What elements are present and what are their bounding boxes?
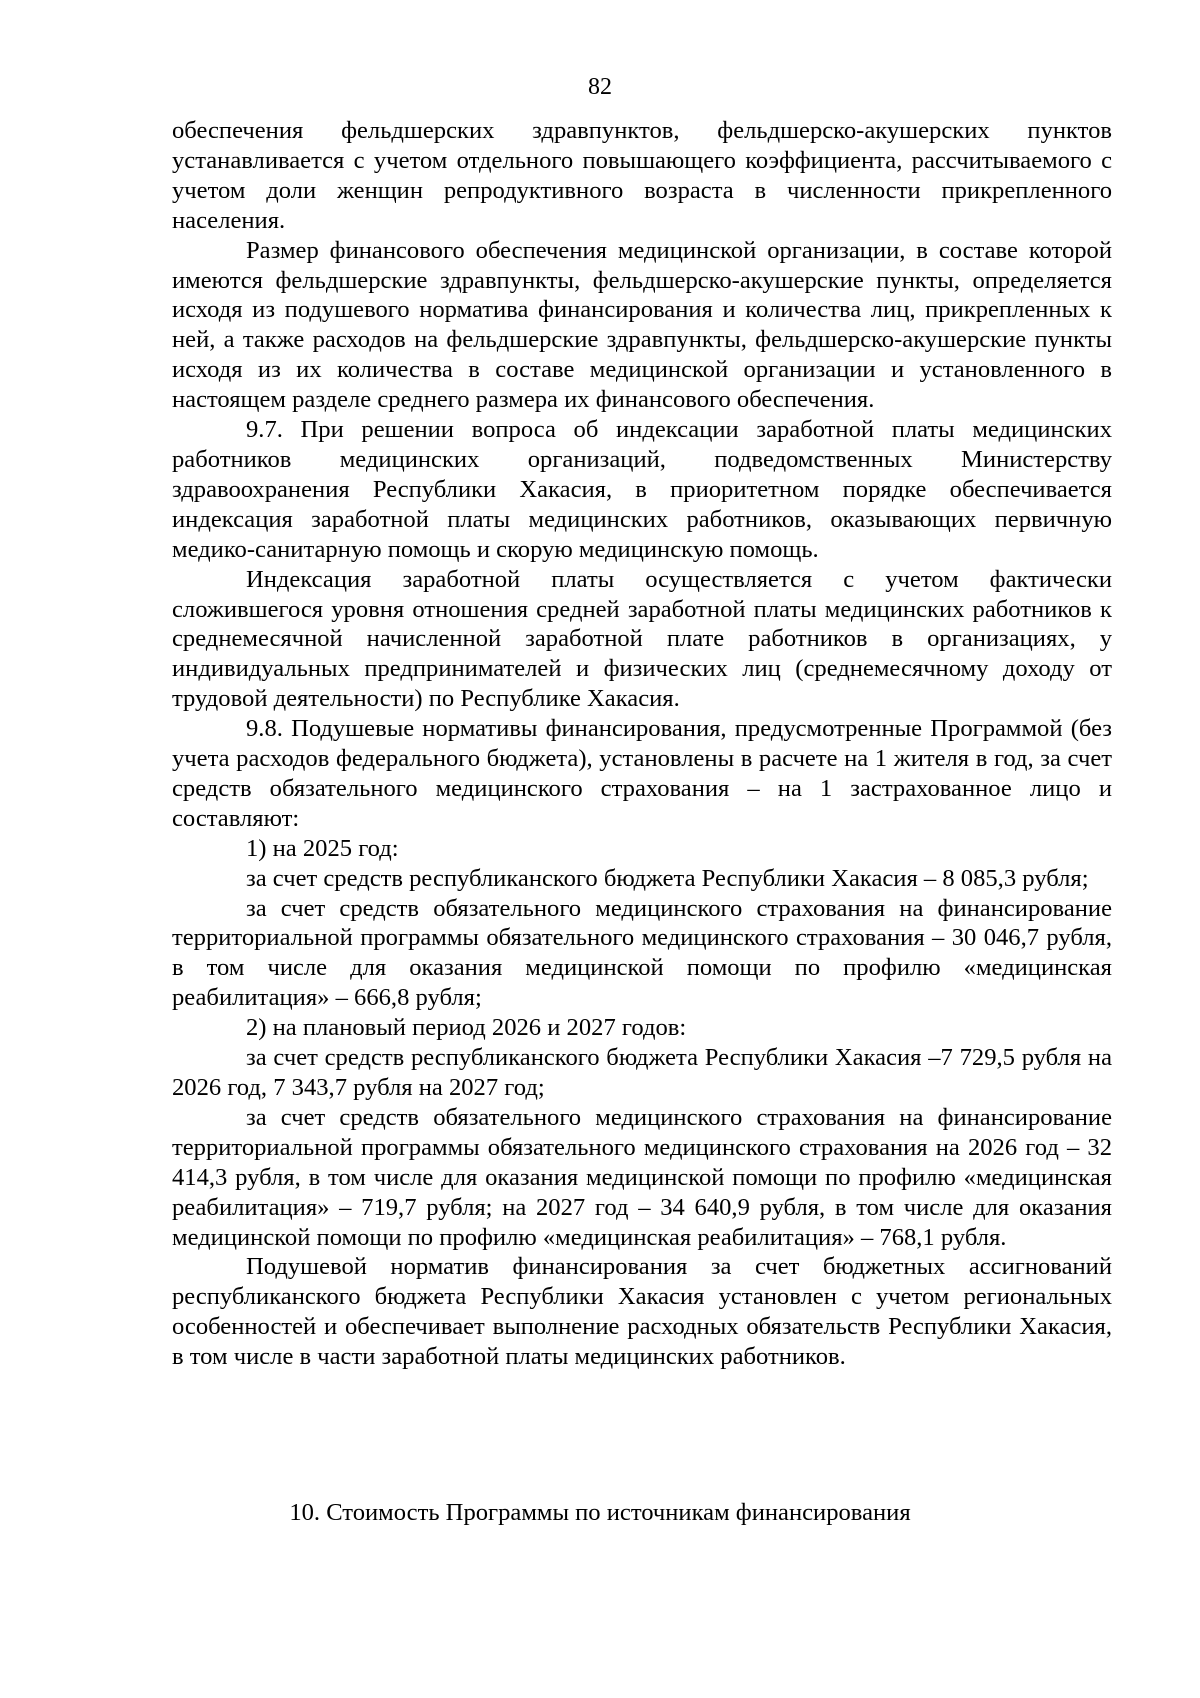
page-number: 82	[588, 74, 612, 100]
paragraph-financial-size: Размер финансового обеспечения медицинской организации, в составе которой имеются фельдшерские здравпункты, фельдшерско-акушерские пункты, определяется исходя из подушевого норматива финансирования и количества лиц, прикрепленных к ней, а также расходов на фельдшерские здравпункты, фельдшерско-акушерские пункты исходя из их количества в составе медицинской организации и установленного в настоящем разделе среднего размера их финансового обеспечения.	[172, 236, 1112, 414]
paragraph-salary-indexation: Индексация заработной платы осуществляется с учетом фактически сложившегося уровня отношения средней заработной платы медицинских работников к среднемесячной начисленной заработной плате работников в организациях, у индивидуальных предпринимателей и физических лиц (среднемесячному доходу от трудовой деятельности) по Республике Хакасия.	[172, 565, 1112, 713]
paragraph-9-7: 9.7. При решении вопроса об индексации заработной платы медицинских работников медицинских организаций, подведомственных Министерству здравоохранения Республики Хакасия, в приоритетном порядке обеспечивается индексация заработной платы медицинских работников, оказывающих первичную медико-санитарную помощь и скорую медицинскую помощь.	[172, 416, 1112, 563]
document-body	[172, 116, 1112, 1372]
list-item-2026-2027: 2) на плановый период 2026 и 2027 годов:	[246, 1014, 687, 1042]
paragraph-continuation: обеспечения фельдшерских здравпунктов, фельдшерско-акушерских пунктов устанавливается с учетом отдельного повышающего коэффициента, рассчитываемого с учетом доли женщин репродуктивного возраста в численности прикрепленного населения.	[172, 117, 1112, 234]
paragraph-2025-republic-budget: за счет средств республиканского бюджета Республики Хакасия – 8 085,3 рубля;	[246, 864, 1089, 892]
paragraph-9-8: 9.8. Подушевые нормативы финансирования, предусмотренные Программой (без учета расходов федерального бюджета), установлены в расчете на 1 жителя в год, за счет средств обязательного медицинского страхования – на 1 застрахованное лицо и составляют:	[172, 715, 1112, 832]
section-heading: 10. Стоимость Программы по источникам финансирования	[289, 1499, 911, 1526]
list-item-2025: 1) на 2025 год:	[246, 834, 399, 862]
paragraph-per-capita-standard: Подушевой норматив финансирования за счет бюджетных ассигнований республиканского бюджета Республики Хакасия установлен с учетом региональных особенностей и обеспечивает выполнение расходных обязательств Республики Хакасия, в том числе в части заработной платы медицинских работников.	[172, 1253, 1112, 1371]
paragraph-2026-2027-oms: за счет средств обязательного медицинского страхования на финансирование территориальной программы обязательного медицинского страхования на 2026 год – 32 414,3 рубля, в том числе для оказания медицинской помощи по профилю «медицинская реабилитация» – 719,7 рубля; на 2027 год – 34 640,9 рубля, в том числе для оказания медицинской помощи по профилю «медицинская реабилитация» – 768,1 рубля.	[172, 1103, 1112, 1251]
paragraph-2025-oms: за счет средств обязательного медицинского страхования на финансирование территориальной программы обязательного медицинского страхования – 30 046,7 рубля, в том числе для оказания медицинской помощи по профилю «медицинская реабилитация» – 666,8 рубля;	[172, 894, 1112, 1012]
paragraph-2026-2027-republic-budget: за счет средств республиканского бюджета Республики Хакасия –7 729,5 рубля на 2026 год, 7 343,7 рубля на 2027 год;	[172, 1044, 1112, 1101]
